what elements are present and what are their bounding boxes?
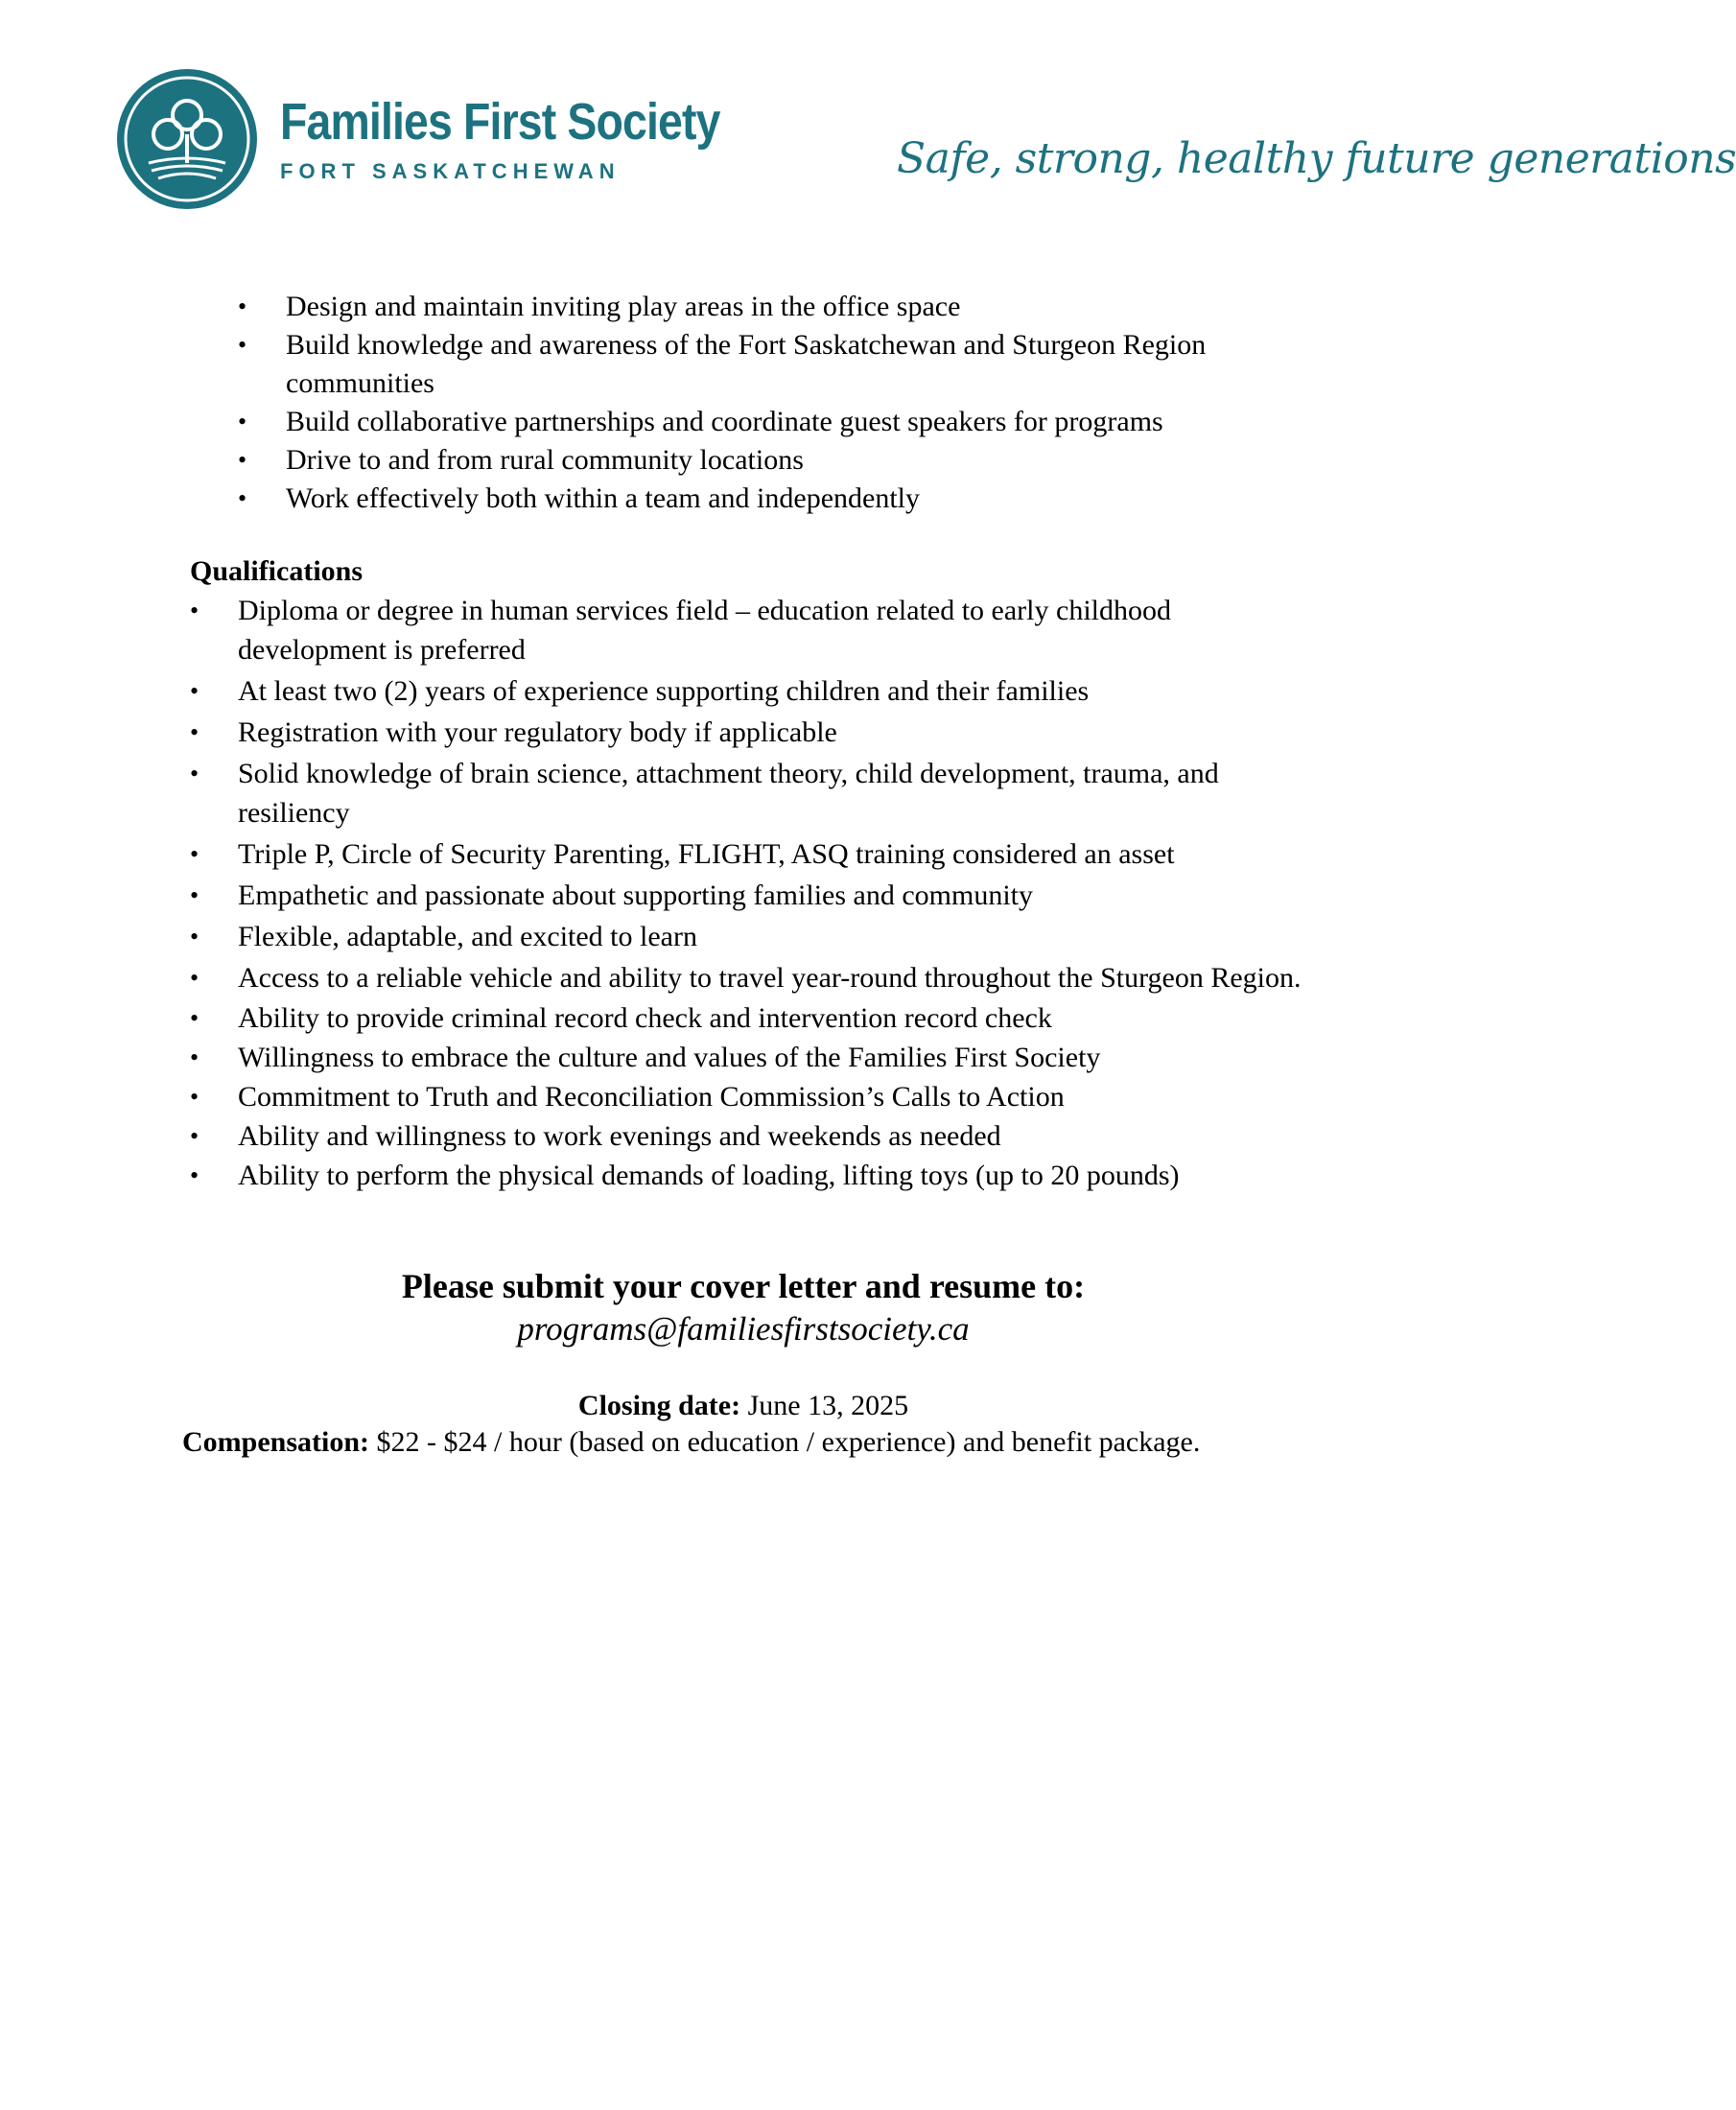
list-item: Flexible, adaptable, and excited to learn: [238, 921, 697, 952]
list-bullet: •: [190, 840, 199, 868]
compensation-value: $22 - $24 / hour (based on education / experience) and benefit package.: [369, 1426, 1201, 1458]
closing-date-value: June 13, 2025: [740, 1390, 909, 1421]
list-item: Build collaborative partnerships and coordinate guest speakers for programs: [286, 406, 1163, 437]
list-bullet: •: [190, 718, 199, 746]
list-item: Registration with your regulatory body if applicable: [238, 716, 837, 748]
list-item: Empathetic and passionate about supporting families and community: [238, 879, 1033, 911]
list-bullet: •: [190, 677, 199, 705]
list-item: Ability to perform the physical demands of loading, lifting toys (up to 20 pounds): [238, 1160, 1180, 1191]
list-bullet: •: [238, 408, 247, 435]
list-item: Diploma or degree in human services field – education related to early childhood: [238, 595, 1171, 626]
list-bullet: •: [190, 1004, 199, 1032]
org-name: Families First Society: [280, 93, 720, 151]
list-item: At least two (2) years of experience supporting children and their families: [238, 675, 1090, 707]
list-item-continuation: resiliency: [238, 797, 350, 829]
list-item: Solid knowledge of brain science, attachment theory, child development, trauma, and: [238, 758, 1219, 789]
list-bullet: •: [190, 1161, 199, 1189]
list-item: Build knowledge and awareness of the Fort Saskatchewan and Sturgeon Region: [286, 329, 1207, 361]
qualifications-heading: Qualifications: [190, 555, 364, 587]
list-bullet: •: [190, 1122, 199, 1150]
list-bullet: •: [190, 597, 199, 624]
list-item: Willingness to embrace the culture and values of the Families First Society: [238, 1042, 1101, 1073]
families-first-logo-icon: [115, 67, 259, 211]
list-item: Drive to and from rural community locations: [286, 444, 804, 476]
list-item: Ability to provide criminal record check and intervention record check: [238, 1002, 1052, 1034]
list-bullet: •: [238, 484, 247, 512]
apply-heading: Please submit your cover letter and resume to:: [401, 1267, 1086, 1305]
list-bullet: •: [190, 964, 199, 992]
list-item: Ability and willingness to work evenings and weekends as needed: [238, 1120, 1001, 1152]
tagline: Safe, strong, healthy future generations: [897, 134, 1736, 183]
apply-email[interactable]: programs@familiesfirstsociety.ca: [517, 1310, 970, 1348]
list-bullet: •: [190, 1043, 199, 1071]
list-bullet: •: [190, 923, 199, 950]
list-bullet: •: [190, 1083, 199, 1111]
list-bullet: •: [190, 881, 199, 909]
list-bullet: •: [238, 331, 247, 359]
compensation: [182, 1423, 1200, 1462]
list-bullet: •: [190, 760, 199, 787]
list-item-continuation: communities: [286, 367, 434, 399]
list-item: Access to a reliable vehicle and ability to travel year-round throughout the Sturgeon Region.: [238, 962, 1302, 994]
closing-date-label: Closing date:: [577, 1390, 741, 1421]
list-item: Triple P, Circle of Security Parenting, FLIGHT, ASQ training considered an asset: [238, 838, 1175, 870]
list-bullet: •: [238, 293, 247, 320]
list-item-continuation: development is preferred: [238, 634, 526, 666]
org-location: FORT SASKATCHEWAN: [280, 159, 621, 183]
list-item: Work effectively both within a team and independently: [286, 482, 920, 514]
list-item: Commitment to Truth and Reconciliation Commission’s Calls to Action: [238, 1081, 1065, 1113]
compensation-label: Compensation:: [182, 1426, 370, 1458]
list-item: Design and maintain inviting play areas in the office space: [286, 291, 961, 322]
list-bullet: •: [238, 446, 247, 474]
closing-date: [0, 1387, 1487, 1425]
